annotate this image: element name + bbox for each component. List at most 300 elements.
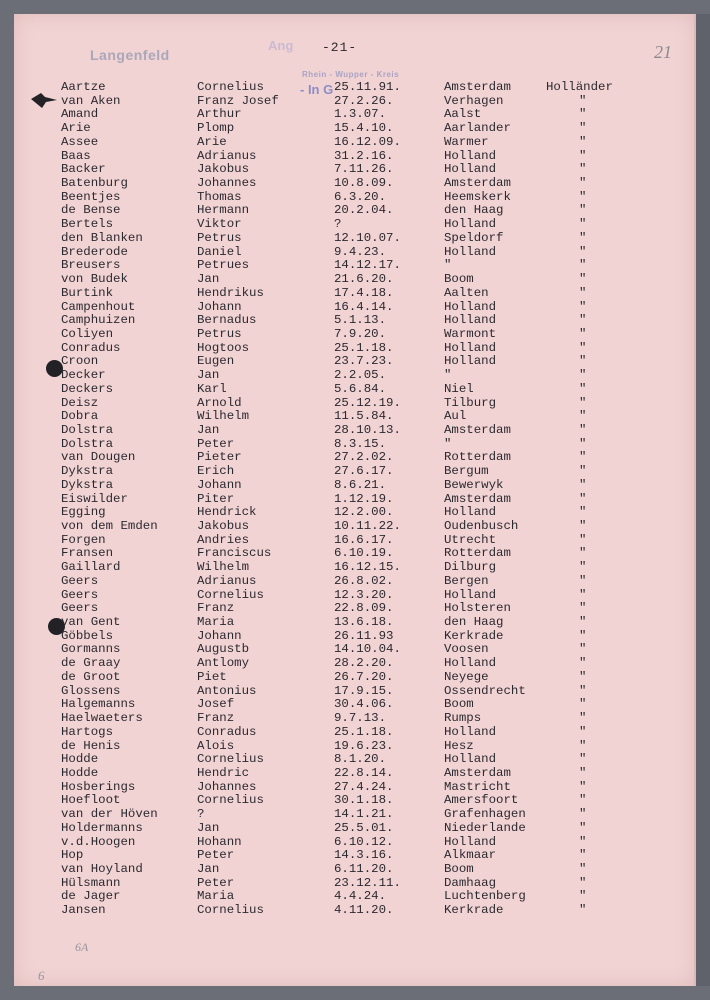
first-name-cell: Wilhelm (197, 409, 250, 424)
list-row (14, 273, 694, 287)
birth-date-cell: 27.4.24. (334, 779, 394, 794)
surname-cell: van Aken (61, 93, 121, 108)
first-name-cell: Franciscus (197, 546, 272, 561)
nationality-ditto: " (579, 217, 587, 232)
name-list (14, 81, 694, 918)
surname-cell: Baas (61, 148, 91, 163)
nationality-ditto: " (579, 861, 587, 876)
list-row (14, 301, 694, 315)
list-row (14, 904, 694, 918)
surname-cell: Campenhout (61, 299, 136, 314)
birth-date-cell: 21.6.20. (334, 272, 394, 287)
list-row (14, 479, 694, 493)
list-row (14, 397, 694, 411)
first-name-cell: Petrus (197, 326, 242, 341)
list-row (14, 163, 694, 177)
nationality-ditto: " (579, 134, 587, 149)
nationality-ditto: " (579, 409, 587, 424)
nationality-ditto: " (579, 505, 587, 520)
nationality-ditto: " (579, 313, 587, 328)
birth-date-cell: 8.6.21. (334, 477, 387, 492)
nationality-ditto: " (579, 601, 587, 616)
birth-date-cell: 25.5.01. (334, 820, 394, 835)
first-name-cell: Thomas (197, 189, 242, 204)
birth-place-cell: Kerkrade (444, 903, 504, 918)
birth-date-cell: 12.3.20. (334, 587, 394, 602)
birth-date-cell: 8.3.15. (334, 436, 387, 451)
first-name-cell: Erich (197, 464, 235, 479)
nationality-ditto: " (579, 477, 587, 492)
birth-place-cell: Warmer (444, 134, 489, 149)
first-name-cell: Jan (197, 368, 220, 383)
birth-date-cell: 23.12.11. (334, 875, 401, 890)
list-row (14, 575, 694, 589)
list-row (14, 108, 694, 122)
nationality-ditto: " (579, 93, 587, 108)
list-row (14, 643, 694, 657)
nationality-ditto: " (579, 889, 587, 904)
surname-cell: Halgemanns (61, 697, 136, 712)
nationality-ditto: " (579, 519, 587, 533)
birth-date-cell: 25.1.18. (334, 340, 394, 355)
list-row (14, 410, 694, 424)
birth-date-cell: 8.1.20. (334, 752, 387, 767)
first-name-cell: Antonius (197, 683, 257, 698)
birth-date-cell: 27.2.02. (334, 450, 394, 465)
birth-date-cell: 17.9.15. (334, 683, 394, 698)
first-name-cell: Jakobus (197, 162, 250, 177)
first-name-cell: Antlomy (197, 656, 250, 671)
list-row (14, 602, 694, 616)
surname-cell: Brederode (61, 244, 128, 259)
birth-place-cell: Holland (444, 244, 497, 259)
list-row (14, 369, 694, 383)
first-name-cell: Viktor (197, 217, 242, 232)
list-row (14, 355, 694, 369)
birth-date-cell: 1.12.19. (334, 491, 394, 506)
first-name-cell: Conradus (197, 724, 257, 739)
surname-cell: Hülsmann (61, 875, 121, 890)
surname-cell: Forgen (61, 532, 106, 547)
nationality-ditto: " (579, 724, 587, 739)
birth-date-cell: 2.2.05. (334, 368, 387, 383)
birth-place-cell: Holland (444, 340, 497, 355)
list-row (14, 767, 694, 781)
first-name-cell: Piter (197, 491, 235, 506)
nationality-ditto: " (579, 148, 587, 163)
surname-cell: Hodde (61, 752, 99, 767)
first-name-cell: Karl (197, 381, 227, 396)
first-name-cell: Daniel (197, 244, 242, 259)
birth-date-cell: 11.5.84. (334, 409, 394, 424)
surname-cell: Dykstra (61, 477, 114, 492)
surname-cell: de Henis (61, 738, 121, 753)
nationality-ditto: " (579, 848, 587, 863)
pencil-corner-mark: 6 (38, 968, 45, 983)
nationality-ditto: " (579, 834, 587, 849)
birth-place-cell: Amsterdam (444, 176, 511, 191)
nationality-ditto: " (579, 738, 587, 753)
birth-date-cell: 13.6.18. (334, 615, 394, 630)
nationality-ditto: " (579, 395, 587, 410)
surname-cell: Fransen (61, 546, 114, 561)
birth-place-cell: Aarlander (444, 121, 511, 136)
list-row (14, 698, 694, 712)
first-name-cell: Arie (197, 134, 227, 149)
birth-date-cell: 23.7.23. (334, 354, 394, 369)
first-name-cell: Hendrikus (197, 285, 264, 300)
nationality-ditto: " (579, 697, 587, 712)
birth-place-cell: " (444, 436, 452, 451)
list-row (14, 81, 694, 95)
birth-date-cell: 27.2.26. (334, 93, 394, 108)
birth-date-cell: 16.12.09. (334, 134, 401, 149)
birth-place-cell: Luchtenberg (444, 889, 526, 904)
nationality-ditto: " (579, 368, 587, 383)
nationality-cell: Holländer (546, 80, 613, 94)
birth-date-cell: 19.6.23. (334, 738, 394, 753)
list-row (14, 822, 694, 836)
birth-place-cell: Hesz (444, 738, 474, 753)
birth-place-cell: Amersfoort (444, 793, 519, 808)
birth-date-cell: 25.12.19. (334, 395, 401, 410)
first-name-cell: Alois (197, 738, 235, 753)
list-row (14, 520, 694, 534)
birth-place-cell: Holland (444, 148, 497, 163)
surname-cell: Hop (61, 848, 84, 863)
list-row (14, 287, 694, 301)
first-name-cell: Cornelius (197, 793, 264, 808)
first-name-cell: Franz (197, 601, 235, 616)
stamp-line-c: - In G (300, 82, 334, 97)
list-row (14, 877, 694, 891)
nationality-ditto: " (579, 107, 587, 122)
first-name-cell: Johannes (197, 176, 257, 191)
birth-place-cell: Boom (444, 697, 474, 712)
first-name-cell: Petrues (197, 258, 250, 273)
birth-place-cell: Holland (444, 313, 497, 328)
surname-cell: van Hoyland (61, 861, 143, 876)
first-name-cell: Franz Josef (197, 93, 279, 108)
first-name-cell: Peter (197, 436, 235, 451)
nationality-ditto: " (579, 711, 587, 726)
first-name-cell: Peter (197, 848, 235, 863)
birth-date-cell: 14.3.16. (334, 848, 394, 863)
surname-cell: Deisz (61, 395, 99, 410)
birth-date-cell: 6.3.20. (334, 189, 387, 204)
surname-cell: Göbbels (61, 628, 114, 643)
list-row (14, 534, 694, 548)
list-row (14, 712, 694, 726)
birth-place-cell: Kerkrade (444, 628, 504, 643)
birth-date-cell: 28.2.20. (334, 656, 394, 671)
first-name-cell: Pieter (197, 450, 242, 465)
birth-place-cell: Ossendrecht (444, 683, 526, 698)
first-name-cell: Jakobus (197, 519, 250, 533)
first-name-cell: Josef (197, 697, 235, 712)
pencil-mark: 6A (75, 940, 89, 954)
nationality-ditto: " (579, 244, 587, 259)
birth-place-cell: " (444, 368, 452, 383)
nationality-ditto: " (579, 326, 587, 341)
birth-date-cell: 15.4.10. (334, 121, 394, 136)
birth-place-cell: Holland (444, 587, 497, 602)
first-name-cell: Hendric (197, 765, 250, 780)
surname-cell: Glossens (61, 683, 121, 698)
nationality-ditto: " (579, 752, 587, 767)
birth-date-cell: 10.11.22. (334, 519, 401, 533)
first-name-cell: Maria (197, 889, 235, 904)
surname-cell: Hosberings (61, 779, 136, 794)
list-row (14, 506, 694, 520)
list-row (14, 753, 694, 767)
list-row (14, 246, 694, 260)
birth-place-cell: Aul (444, 409, 467, 424)
surname-cell: Gaillard (61, 560, 121, 575)
first-name-cell: Adrianus (197, 148, 257, 163)
surname-cell: Dobra (61, 409, 99, 424)
birth-place-cell: Boom (444, 272, 474, 287)
nationality-ditto: " (579, 272, 587, 287)
first-name-cell: Johann (197, 299, 242, 314)
first-name-cell: Cornelius (197, 80, 264, 94)
birth-date-cell: 16.12.15. (334, 560, 401, 575)
surname-cell: v.d.Hoogen (61, 834, 136, 849)
surname-cell: Jansen (61, 903, 106, 918)
first-name-cell: Arnold (197, 395, 242, 410)
nationality-ditto: " (579, 230, 587, 245)
list-row (14, 740, 694, 754)
birth-place-cell: Damhaag (444, 875, 497, 890)
first-name-cell: Johannes (197, 779, 257, 794)
nationality-ditto: " (579, 807, 587, 822)
nationality-ditto: " (579, 258, 587, 273)
nationality-ditto: " (579, 532, 587, 547)
first-name-cell: Eugen (197, 354, 235, 369)
birth-place-cell: Amsterdam (444, 491, 511, 506)
birth-place-cell: Holland (444, 724, 497, 739)
first-name-cell: Hogtoos (197, 340, 250, 355)
list-row (14, 630, 694, 644)
birth-date-cell: 6.11.20. (334, 861, 394, 876)
surname-cell: de Graay (61, 656, 121, 671)
birth-date-cell: 9.7.13. (334, 711, 387, 726)
first-name-cell: Jan (197, 272, 220, 287)
list-row (14, 671, 694, 685)
birth-place-cell: Heemskerk (444, 189, 511, 204)
birth-date-cell: 25.11.91. (334, 80, 401, 94)
list-row (14, 547, 694, 561)
surname-cell: Bertels (61, 217, 114, 232)
first-name-cell: Arthur (197, 107, 242, 122)
birth-place-cell: Bergen (444, 573, 489, 588)
list-row (14, 890, 694, 904)
birth-date-cell: 14.10.04. (334, 642, 401, 657)
birth-date-cell: 26.8.02. (334, 573, 394, 588)
list-row (14, 616, 694, 630)
list-row (14, 836, 694, 850)
nationality-ditto: " (579, 628, 587, 643)
birth-place-cell: den Haag (444, 615, 504, 630)
nationality-ditto: " (579, 203, 587, 218)
birth-date-cell: 30.4.06. (334, 697, 394, 712)
birth-date-cell: 12.2.00. (334, 505, 394, 520)
first-name-cell: Andries (197, 532, 250, 547)
first-name-cell: Jan (197, 820, 220, 835)
first-name-cell: Piet (197, 669, 227, 684)
first-name-cell: Franz (197, 711, 235, 726)
nationality-ditto: " (579, 299, 587, 314)
list-row (14, 150, 694, 164)
birth-place-cell: Aalst (444, 107, 482, 122)
birth-place-cell: Oudenbusch (444, 519, 519, 533)
first-name-cell: Wilhelm (197, 560, 250, 575)
birth-date-cell: 31.2.16. (334, 148, 394, 163)
birth-date-cell: 10.8.09. (334, 176, 394, 191)
first-name-cell: Peter (197, 875, 235, 890)
nationality-ditto: " (579, 354, 587, 369)
nationality-ditto: " (579, 176, 587, 191)
birth-date-cell: 27.6.17. (334, 464, 394, 479)
birth-date-cell: 1.3.07. (334, 107, 387, 122)
birth-place-cell: Dilburg (444, 560, 497, 575)
surname-cell: von dem Emden (61, 519, 158, 533)
list-row (14, 342, 694, 356)
nationality-ditto: " (579, 189, 587, 204)
birth-place-cell: den Haag (444, 203, 504, 218)
surname-cell: Hodde (61, 765, 99, 780)
surname-cell: Geers (61, 587, 99, 602)
birth-date-cell: 25.1.18. (334, 724, 394, 739)
surname-cell: Backer (61, 162, 106, 177)
first-name-cell: Cornelius (197, 752, 264, 767)
surname-cell: Coliyen (61, 326, 114, 341)
birth-place-cell: Holland (444, 217, 497, 232)
nationality-ditto: " (579, 422, 587, 437)
birth-date-cell: 12.10.07. (334, 230, 401, 245)
list-row (14, 465, 694, 479)
birth-place-cell: Rotterdam (444, 546, 511, 561)
surname-cell: Assee (61, 134, 99, 149)
list-row (14, 136, 694, 150)
birth-place-cell: Holland (444, 834, 497, 849)
nationality-ditto: " (579, 793, 587, 808)
list-row (14, 259, 694, 273)
list-row (14, 232, 694, 246)
list-row (14, 438, 694, 452)
surname-cell: Geers (61, 573, 99, 588)
list-row (14, 726, 694, 740)
nationality-ditto: " (579, 285, 587, 300)
birth-date-cell: 6.10.19. (334, 546, 394, 561)
nationality-ditto: " (579, 779, 587, 794)
surname-cell: Breusers (61, 258, 121, 273)
birth-place-cell: Utrecht (444, 532, 497, 547)
birth-place-cell: Holland (444, 162, 497, 177)
birth-date-cell: 30.1.18. (334, 793, 394, 808)
nationality-ditto: " (579, 121, 587, 136)
surname-cell: Burtink (61, 285, 114, 300)
background-edge (696, 14, 710, 986)
surname-cell: Geers (61, 601, 99, 616)
birth-date-cell: 28.10.13. (334, 422, 401, 437)
birth-place-cell: Holland (444, 299, 497, 314)
birth-date-cell: 22.8.14. (334, 765, 394, 780)
birth-date-cell: 4.11.20. (334, 903, 394, 918)
first-name-cell: Adrianus (197, 573, 257, 588)
surname-cell: Haelwaeters (61, 711, 143, 726)
first-name-cell: Hermann (197, 203, 250, 218)
birth-place-cell: Bergum (444, 464, 489, 479)
list-row (14, 122, 694, 136)
page-number: -21- (322, 40, 358, 55)
first-name-cell: Johann (197, 477, 242, 492)
birth-date-cell: 5.1.13. (334, 313, 387, 328)
stamp-line-a: Ang (268, 38, 294, 53)
surname-cell: Dykstra (61, 464, 114, 479)
birth-date-cell: 20.2.04. (334, 203, 394, 218)
surname-cell: Eiswilder (61, 491, 128, 506)
birth-place-cell: Tilburg (444, 395, 497, 410)
birth-date-cell: 14.1.21. (334, 807, 394, 822)
nationality-ditto: " (579, 560, 587, 575)
surname-cell: Gormanns (61, 642, 121, 657)
nationality-ditto: " (579, 491, 587, 506)
nationality-ditto: " (579, 162, 587, 177)
surname-cell: Egging (61, 505, 106, 520)
birth-date-cell: 16.6.17. (334, 532, 394, 547)
birth-place-cell: Rotterdam (444, 450, 511, 465)
birth-date-cell: 4.4.24. (334, 889, 387, 904)
nationality-ditto: " (579, 587, 587, 602)
surname-cell: den Blanken (61, 230, 143, 245)
nationality-ditto: " (579, 436, 587, 451)
first-name-cell: Jan (197, 422, 220, 437)
birth-place-cell: Niederlande (444, 820, 526, 835)
birth-date-cell: 6.10.12. (334, 834, 394, 849)
birth-date-cell: 17.4.18. (334, 285, 394, 300)
nationality-ditto: " (579, 573, 587, 588)
list-row (14, 191, 694, 205)
birth-place-cell: Amsterdam (444, 80, 511, 94)
nationality-ditto: " (579, 669, 587, 684)
birth-place-cell: Holland (444, 752, 497, 767)
surname-cell: Hoefloot (61, 793, 121, 808)
nationality-ditto: " (579, 765, 587, 780)
birth-place-cell: Mastricht (444, 779, 511, 794)
surname-cell: Arie (61, 121, 91, 136)
surname-cell: de Groot (61, 669, 121, 684)
birth-place-cell: Warmont (444, 326, 497, 341)
list-row (14, 177, 694, 191)
list-row (14, 451, 694, 465)
first-name-cell: Cornelius (197, 587, 264, 602)
first-name-cell: Johann (197, 628, 242, 643)
first-name-cell: Hendrick (197, 505, 257, 520)
birth-place-cell: Holland (444, 505, 497, 520)
birth-date-cell: 7.9.20. (334, 326, 387, 341)
birth-place-cell: Niel (444, 381, 474, 396)
surname-cell: Conradus (61, 340, 121, 355)
birth-date-cell: 5.6.84. (334, 381, 387, 396)
birth-place-cell: Bewerwyk (444, 477, 504, 492)
surname-cell: de Jager (61, 889, 121, 904)
birth-date-cell: 14.12.17. (334, 258, 401, 273)
list-row (14, 657, 694, 671)
nationality-ditto: " (579, 656, 587, 671)
birth-place-cell: Amsterdam (444, 765, 511, 780)
surname-cell: van Gent (61, 615, 121, 630)
